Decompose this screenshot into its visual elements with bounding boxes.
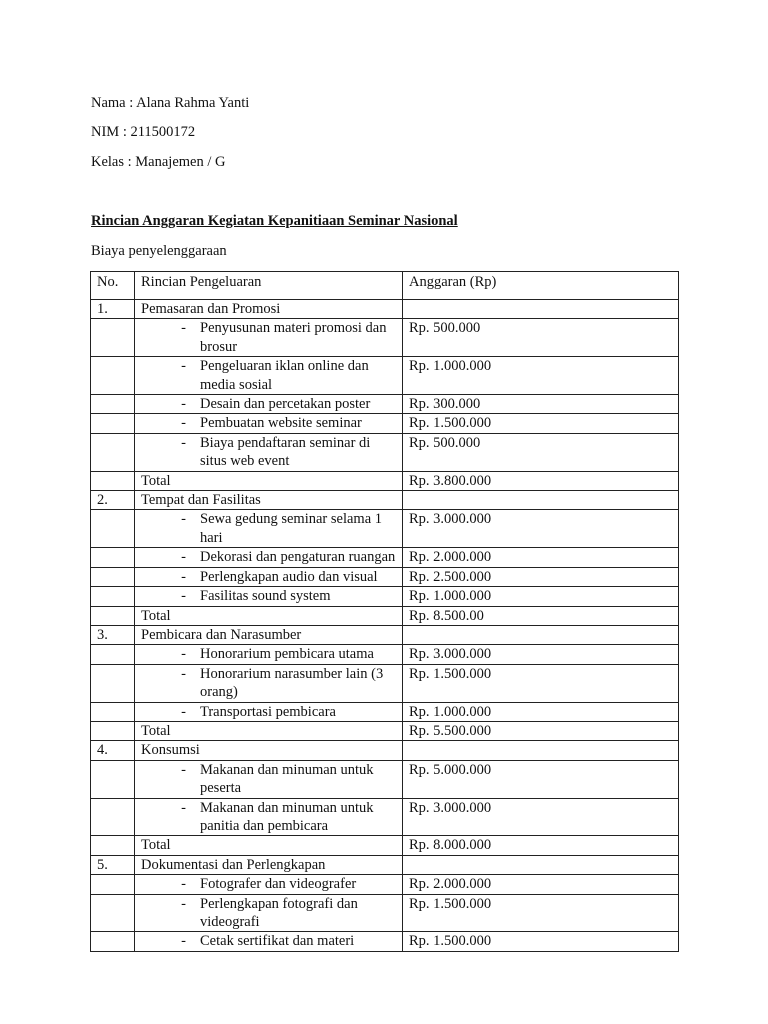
item-amount: Rp. 1.500.000 <box>403 932 679 951</box>
table-row <box>91 702 679 721</box>
item-text: Makanan dan minuman untuk peserta <box>200 761 374 797</box>
table-row <box>91 414 679 433</box>
item-text: Perlengkapan fotografi dan videografi <box>200 895 358 930</box>
total-row <box>91 606 679 625</box>
item-text: Dekorasi dan pengaturan ruangan <box>200 549 396 566</box>
table-row <box>91 357 679 395</box>
item-amount: Rp. 500.000 <box>403 433 679 471</box>
item-line <box>141 665 396 702</box>
item-line <box>141 568 396 586</box>
item-number-empty <box>91 357 135 395</box>
total-number-empty <box>91 471 135 490</box>
document-title: Rincian Anggaran Kegiatan Kepanitiaan Seminar Nasional <box>91 213 458 229</box>
budget-table-body <box>91 300 679 952</box>
bullet-dash: - <box>181 665 186 682</box>
total-amount: Rp. 8.500.00 <box>403 606 679 625</box>
bullet-dash: - <box>181 933 186 950</box>
section-name: Konsumsi <box>135 741 403 760</box>
item-description <box>135 319 403 357</box>
total-amount: Rp. 5.500.000 <box>403 721 679 740</box>
item-number-empty <box>91 567 135 586</box>
item-text: Cetak sertifikat dan materi <box>200 933 355 950</box>
item-text: Fasilitas sound system <box>200 588 331 605</box>
total-row <box>91 721 679 740</box>
item-amount: Rp. 1.000.000 <box>403 702 679 721</box>
item-description <box>135 433 403 471</box>
bullet-dash: - <box>181 799 186 816</box>
section-budget-empty <box>403 855 679 874</box>
item-number-empty <box>91 875 135 894</box>
item-description <box>135 760 403 798</box>
total-amount: Rp. 8.000.000 <box>403 836 679 855</box>
total-number-empty <box>91 836 135 855</box>
item-text: Makanan dan minuman untuk panitia dan pembicara <box>200 799 374 834</box>
item-line <box>141 319 396 356</box>
item-amount: Rp. 2.000.000 <box>403 548 679 567</box>
table-row <box>91 567 679 586</box>
item-text: Fotografer dan videografer <box>200 876 357 893</box>
table-row <box>91 798 679 836</box>
bullet-dash: - <box>181 646 186 663</box>
item-amount: Rp. 1.000.000 <box>403 357 679 395</box>
item-text: Penyusunan materi promosi dan brosur <box>200 320 387 355</box>
section-name: Pemasaran dan Promosi <box>135 300 403 319</box>
bullet-dash: - <box>181 320 186 337</box>
bullet-dash: - <box>181 511 186 528</box>
bullet-dash: - <box>181 895 186 912</box>
item-description <box>135 702 403 721</box>
item-line <box>141 414 396 432</box>
item-number-empty <box>91 932 135 951</box>
total-label: Total <box>135 471 403 490</box>
section-number: 4. <box>91 741 135 760</box>
table-row <box>91 319 679 357</box>
item-amount: Rp. 3.000.000 <box>403 645 679 664</box>
bullet-dash: - <box>181 876 186 893</box>
section-budget-empty <box>403 491 679 510</box>
total-number-empty <box>91 606 135 625</box>
item-number-empty <box>91 395 135 414</box>
item-amount: Rp. 500.000 <box>403 319 679 357</box>
item-number-empty <box>91 510 135 548</box>
bullet-dash: - <box>181 358 186 375</box>
student-class: Kelas : Manajemen / G <box>91 154 226 170</box>
section-row <box>91 625 679 644</box>
section-row <box>91 491 679 510</box>
table-row <box>91 932 679 951</box>
section-budget-empty <box>403 300 679 319</box>
item-text: Pembuatan website seminar <box>200 415 362 432</box>
item-text: Biaya pendaftaran seminar di situs web event <box>200 434 371 470</box>
item-description <box>135 567 403 586</box>
section-budget-empty <box>403 625 679 644</box>
item-text: Sewa gedung seminar selama 1 hari <box>200 511 383 546</box>
item-line <box>141 895 396 932</box>
item-number-empty <box>91 645 135 664</box>
item-description <box>135 395 403 414</box>
item-line <box>141 357 396 394</box>
bullet-dash: - <box>181 568 186 585</box>
table-row <box>91 433 679 471</box>
table-row <box>91 548 679 567</box>
table-row <box>91 760 679 798</box>
header-no: No. <box>91 272 135 300</box>
table-row <box>91 395 679 414</box>
section-budget-empty <box>403 741 679 760</box>
section-number: 5. <box>91 855 135 874</box>
table-row <box>91 894 679 932</box>
section-name: Pembicara dan Narasumber <box>135 625 403 644</box>
table-header-row <box>91 272 679 300</box>
total-number-empty <box>91 721 135 740</box>
total-row <box>91 471 679 490</box>
item-line <box>141 548 396 566</box>
bullet-dash: - <box>181 434 186 451</box>
section-row <box>91 300 679 319</box>
item-description <box>135 932 403 951</box>
table-row <box>91 587 679 606</box>
student-nim: NIM : 211500172 <box>91 124 196 140</box>
section-name: Tempat dan Fasilitas <box>135 491 403 510</box>
item-amount: Rp. 1.500.000 <box>403 414 679 433</box>
total-label: Total <box>135 606 403 625</box>
section-number: 3. <box>91 625 135 644</box>
total-label: Total <box>135 721 403 740</box>
item-line <box>141 703 396 721</box>
table-row <box>91 875 679 894</box>
item-number-empty <box>91 894 135 932</box>
section-number: 2. <box>91 491 135 510</box>
item-text: Pengeluaran iklan online dan media sosial <box>200 358 369 393</box>
item-line <box>141 434 396 471</box>
item-line <box>141 932 396 950</box>
section-number: 1. <box>91 300 135 319</box>
item-text: Transportasi pembicara <box>200 703 336 720</box>
item-line <box>141 510 396 547</box>
item-line <box>141 587 396 605</box>
item-number-empty <box>91 760 135 798</box>
item-line <box>141 799 396 836</box>
item-description <box>135 414 403 433</box>
item-number-empty <box>91 587 135 606</box>
total-label: Total <box>135 836 403 855</box>
item-description <box>135 510 403 548</box>
item-description <box>135 875 403 894</box>
item-description <box>135 664 403 702</box>
bullet-dash: - <box>181 761 186 778</box>
section-row <box>91 741 679 760</box>
item-line <box>141 395 396 413</box>
item-amount: Rp. 2.500.000 <box>403 567 679 586</box>
section-name: Dokumentasi dan Perlengkapan <box>135 855 403 874</box>
section-row <box>91 855 679 874</box>
bullet-dash: - <box>181 396 186 413</box>
item-description <box>135 894 403 932</box>
item-text: Honorarium pembicara utama <box>200 646 374 663</box>
item-line <box>141 645 396 663</box>
budget-table <box>90 271 679 952</box>
document-subtitle: Biaya penyelenggaraan <box>91 243 227 259</box>
item-description <box>135 587 403 606</box>
bullet-dash: - <box>181 703 186 720</box>
item-number-empty <box>91 702 135 721</box>
item-text: Desain dan percetakan poster <box>200 396 371 413</box>
item-amount: Rp. 3.000.000 <box>403 510 679 548</box>
item-number-empty <box>91 414 135 433</box>
item-amount: Rp. 1.000.000 <box>403 587 679 606</box>
item-amount: Rp. 3.000.000 <box>403 798 679 836</box>
item-text: Perlengkapan audio dan visual <box>200 568 378 585</box>
bullet-dash: - <box>181 549 186 566</box>
item-number-empty <box>91 548 135 567</box>
item-description <box>135 645 403 664</box>
header-description: Rincian Pengeluaran <box>135 272 403 300</box>
item-amount: Rp. 300.000 <box>403 395 679 414</box>
item-number-empty <box>91 319 135 357</box>
table-row <box>91 645 679 664</box>
item-description <box>135 798 403 836</box>
table-row <box>91 664 679 702</box>
student-name: Nama : Alana Rahma Yanti <box>91 95 250 111</box>
item-number-empty <box>91 433 135 471</box>
item-line <box>141 875 396 893</box>
total-row <box>91 836 679 855</box>
item-amount: Rp. 2.000.000 <box>403 875 679 894</box>
header-budget: Anggaran (Rp) <box>403 272 679 300</box>
item-amount: Rp. 5.000.000 <box>403 760 679 798</box>
item-line <box>141 761 396 798</box>
total-amount: Rp. 3.800.000 <box>403 471 679 490</box>
item-amount: Rp. 1.500.000 <box>403 894 679 932</box>
item-number-empty <box>91 798 135 836</box>
bullet-dash: - <box>181 588 186 605</box>
item-description <box>135 548 403 567</box>
item-amount: Rp. 1.500.000 <box>403 664 679 702</box>
bullet-dash: - <box>181 415 186 432</box>
item-description <box>135 357 403 395</box>
table-row <box>91 510 679 548</box>
item-number-empty <box>91 664 135 702</box>
item-text: Honorarium narasumber lain (3 orang) <box>200 665 384 701</box>
